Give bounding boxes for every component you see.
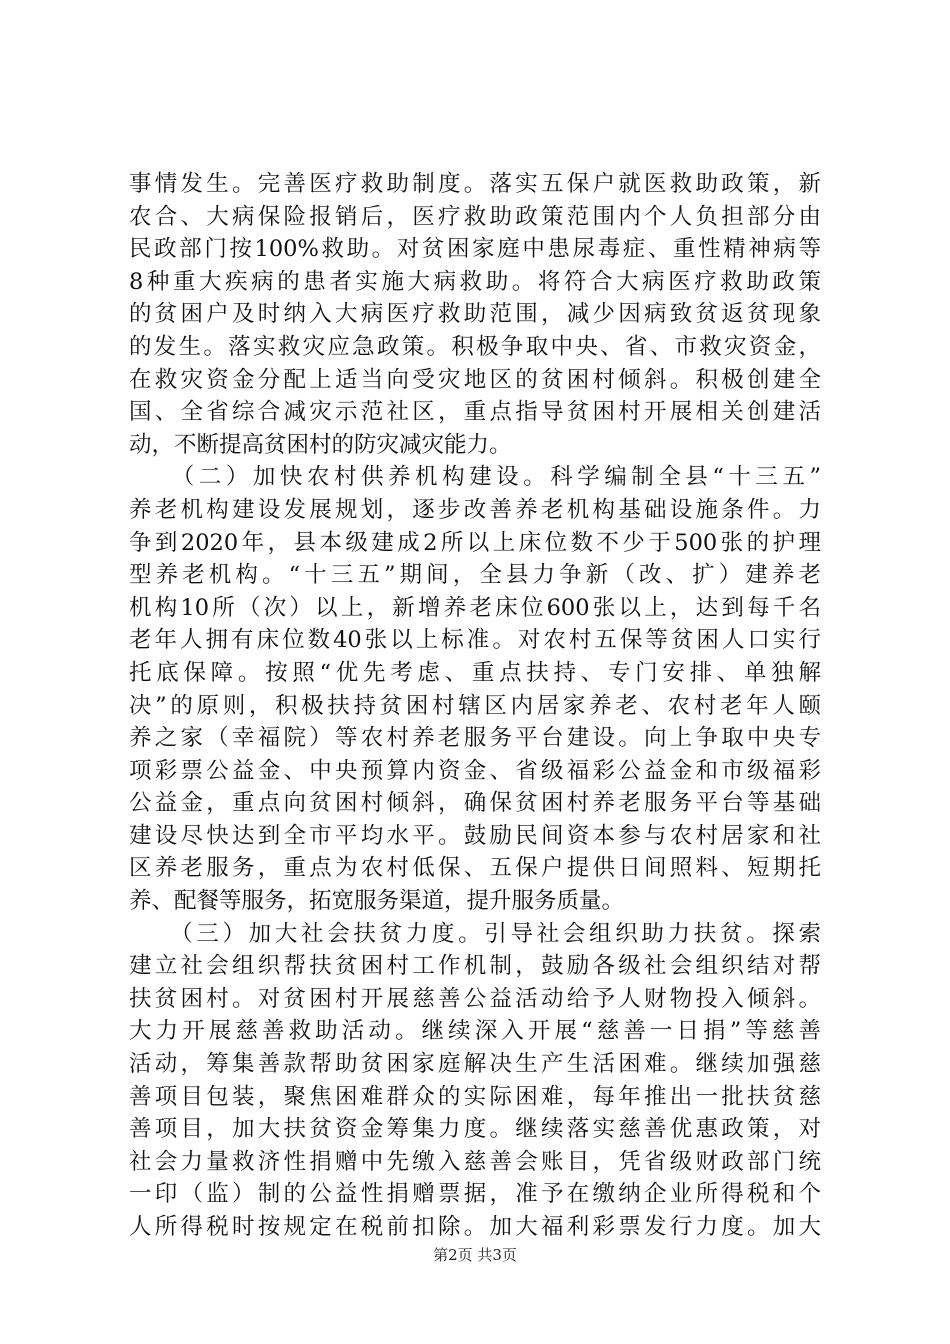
text-line: 争到2020年，县本级建成2所以上床位数不少于500张的护理 [129,529,821,556]
text-line: 人所得税时按规定在税前扣除。加大福利彩票发行力度。加大 [129,1214,821,1240]
text-line: （三）加大社会扶贫力度。引导社会组织助力扶贫。探索 [129,920,821,947]
text-line: 活动，筹集善款帮助贫困家庭解决生产生活困难。继续加强慈 [129,1051,821,1078]
text-line: 公益金，重点向贫困村倾斜，确保贫困村养老服务平台等基础 [129,790,821,817]
document-body [129,168,821,1244]
text-line: 国、全省综合减灾示范社区，重点指导贫困村开展相关创建活 [129,399,821,426]
text-line: 8种重大疾病的患者实施大病救助。将符合大病医疗救助政策 [129,268,821,295]
text-line: 养老机构建设发展规划，逐步改善养老机构基础设施条件。力 [129,496,821,523]
text-line: 决”的原则，积极扶持贫困村辖区内居家养老、农村老年人颐 [129,692,821,719]
page-footer: 第2页 共3页 [433,1246,517,1264]
text-line: 机构10所（次）以上，新增养老床位600张以上，达到每千名 [129,594,821,621]
text-line: 社会力量救济性捐赠中先缴入慈善会账目，凭省级财政部门统 [129,1148,821,1175]
text-line: 型养老机构。“十三五”期间，全县力争新（改、扩）建养老 [129,562,821,589]
text-line: 养之家（幸福院）等农村养老服务平台建设。向上争取中央专 [129,725,821,752]
text-line: 大力开展慈善救助活动。继续深入开展“慈善一日捐”等慈善 [129,1018,821,1045]
text-line: 区养老服务，重点为农村低保、五保户提供日间照料、短期托 [129,855,821,882]
text-line: 善项目包装，聚焦困难群众的实际困难，每年推出一批扶贫慈 [129,1083,821,1110]
text-line: 老年人拥有床位数40张以上标准。对农村五保等贫困人口实行 [129,627,821,654]
text-line: 民政部门按100%救助。对贫困家庭中患尿毒症、重性精神病等 [129,236,821,263]
text-line: 托底保障。按照“优先考虑、重点扶持、专门安排、单独解 [129,659,821,686]
text-line: 项彩票公益金、中央预算内资金、省级福彩公益金和市级福彩 [129,757,821,784]
text-line: 的发生。落实救灾应急政策。积极争取中央、省、市救灾资金， [129,333,821,360]
text-line: 建立社会组织帮扶贫困村工作机制，鼓励各级社会组织结对帮 [129,953,821,980]
text-line: 建设尽快达到全市平均水平。鼓励民间资本参与农村居家和社 [129,822,821,849]
text-line: 农合、大病保险报销后，医疗救助政策范围内个人负担部分由 [129,203,821,230]
text-line: 在救灾资金分配上适当向受灾地区的贫困村倾斜。积极创建全 [129,366,821,393]
text-line: 事情发生。完善医疗救助制度。落实五保户就医救助政策，新 [129,171,821,197]
text-line: 的贫困户及时纳入大病医疗救助范围，减少因病致贫返贫现象 [129,301,821,328]
text-line: 一印（监）制的公益性捐赠票据，准予在缴纳企业所得税和个 [129,1181,821,1208]
text-line: 善项目，加大扶贫资金筹集力度。继续落实慈善优惠政策，对 [129,1116,821,1143]
text-line: 养、配餐等服务，拓宽服务渠道，提升服务质量。 [129,888,625,915]
text-line: 动，不断提高贫困村的防灾减灾能力。 [129,431,512,458]
text-line: （二）加快农村供养机构建设。科学编制全县“十三五” [129,464,821,491]
text-line: 扶贫困村。对贫困村开展慈善公益活动给予人财物投入倾斜。 [129,985,821,1012]
